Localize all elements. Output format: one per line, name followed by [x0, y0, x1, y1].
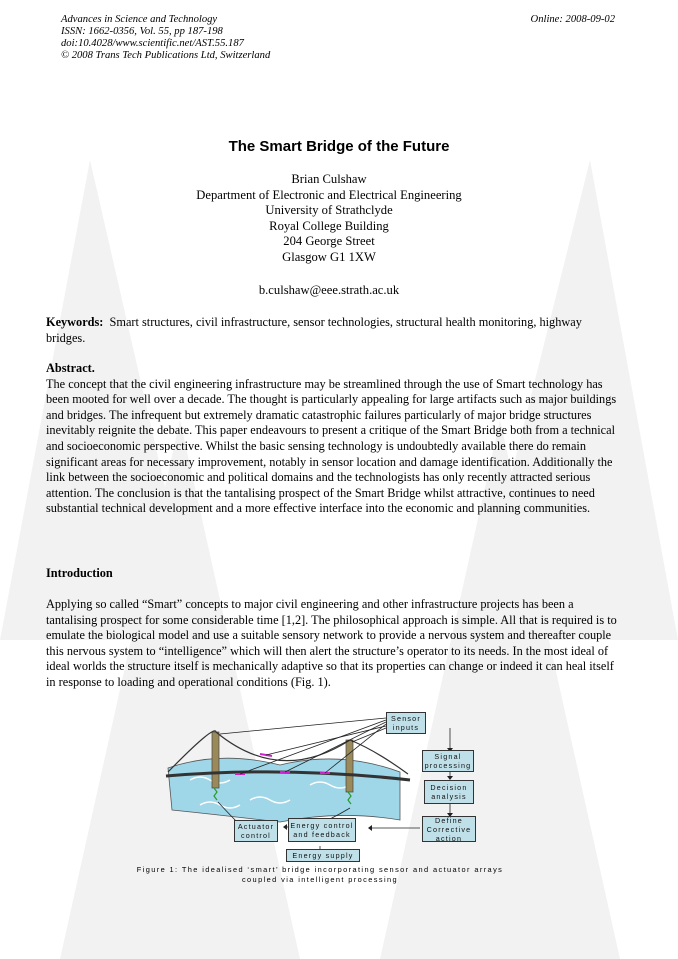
author-street: 204 George Street	[283, 234, 375, 248]
journal-name: Advances in Science and Technology	[61, 14, 218, 25]
author-department: Department of Electronic and Electrical Engineering	[196, 187, 462, 202]
keywords-section	[46, 315, 619, 346]
issn: ISSN: 1662-0356, Vol. 55, pp 187-198	[61, 26, 223, 37]
doi: doi:10.4028/www.scientific.net/AST.55.187	[61, 38, 244, 49]
author-block	[0, 172, 658, 265]
introduction-text: Applying so called “Smart” concepts to major civil engineering and other infrastructure projects has been a tantalising prospect for some considerable time [1,2]. The philosophical approach is simple. All that is required is to emulate the biological model and use a suitable sensory network to provide a nervous system and thereafter couple this nervous system to “intelligence” which will then alert the structure’s operator to its needs. In the most ideal of ideal worlds the structure itself is mechanically adaptive so that its properties can change or indeed it can heal itself in response to loading and operational conditions (Fig. 1).	[46, 597, 617, 689]
energy-supply-box: Energy supply	[286, 849, 360, 862]
introduction-heading: Introduction	[46, 566, 113, 580]
abstract-label: Abstract.	[46, 361, 95, 375]
figure-caption: Figure 1: The idealised ‘smart’ bridge incorporating sensor and actuator arrays coupled via intelligent processing	[136, 865, 504, 884]
actuator-control-box: Actuator control	[234, 820, 278, 842]
abstract-section	[46, 361, 619, 517]
author-email[interactable]: b.culshaw@eee.strath.ac.uk	[258, 283, 400, 297]
figure-1	[160, 710, 480, 880]
keywords-text: Smart structures, civil infrastructure, sensor technologies, structural health monitoring, highway bridges.	[46, 315, 582, 345]
energy-control-box: Energy control and feedback	[288, 818, 356, 842]
keywords-label: Keywords:	[46, 315, 104, 329]
decision-analysis-box: Decision analysis	[424, 780, 474, 804]
author-building: Royal College Building	[269, 218, 389, 233]
author-city: Glasgow G1 1XW	[282, 249, 376, 264]
journal-header	[61, 14, 270, 62]
signal-processing-box: Signal processing	[422, 750, 474, 772]
author-university: University of Strathclyde	[265, 203, 393, 217]
copyright: © 2008 Trans Tech Publications Ltd, Switzerland	[61, 50, 271, 61]
define-corrective-action-box: Define Corrective action	[422, 816, 476, 842]
sensor-inputs-box: Sensor inputs	[386, 712, 426, 734]
paper-title: The Smart Bridge of the Future	[228, 138, 450, 155]
online-date: Online: 2008-09-02	[530, 14, 615, 25]
author-name: Brian Culshaw	[291, 172, 367, 186]
abstract-text: The concept that the civil engineering infrastructure may be streamlined through the use of Smart technology has been mooted for well over a decade. The thought is particularly appealing for large artifacts such as major buildings and bridges. The infrequent but extremely dramatic catastrophic failures particularly of major bridge structures inevitably reignite the debate. This paper endeavours to present a critique of the Smart Bridge both from a technical and socioeconomic perspective. Whilst the basic sensing technology is undoubtedly available there do remain significant areas for necessary improvement, notably in sensor location and damage identification. Additionally the link between the socioeconomic and political domains and the technologists has only recently attracted serious attention. The conclusion is that the tantalising prospect of the Smart Bridge whilst attractive, continues to need substantial technical development and a more effective interface into the economic and planning communities.	[46, 376, 617, 516]
